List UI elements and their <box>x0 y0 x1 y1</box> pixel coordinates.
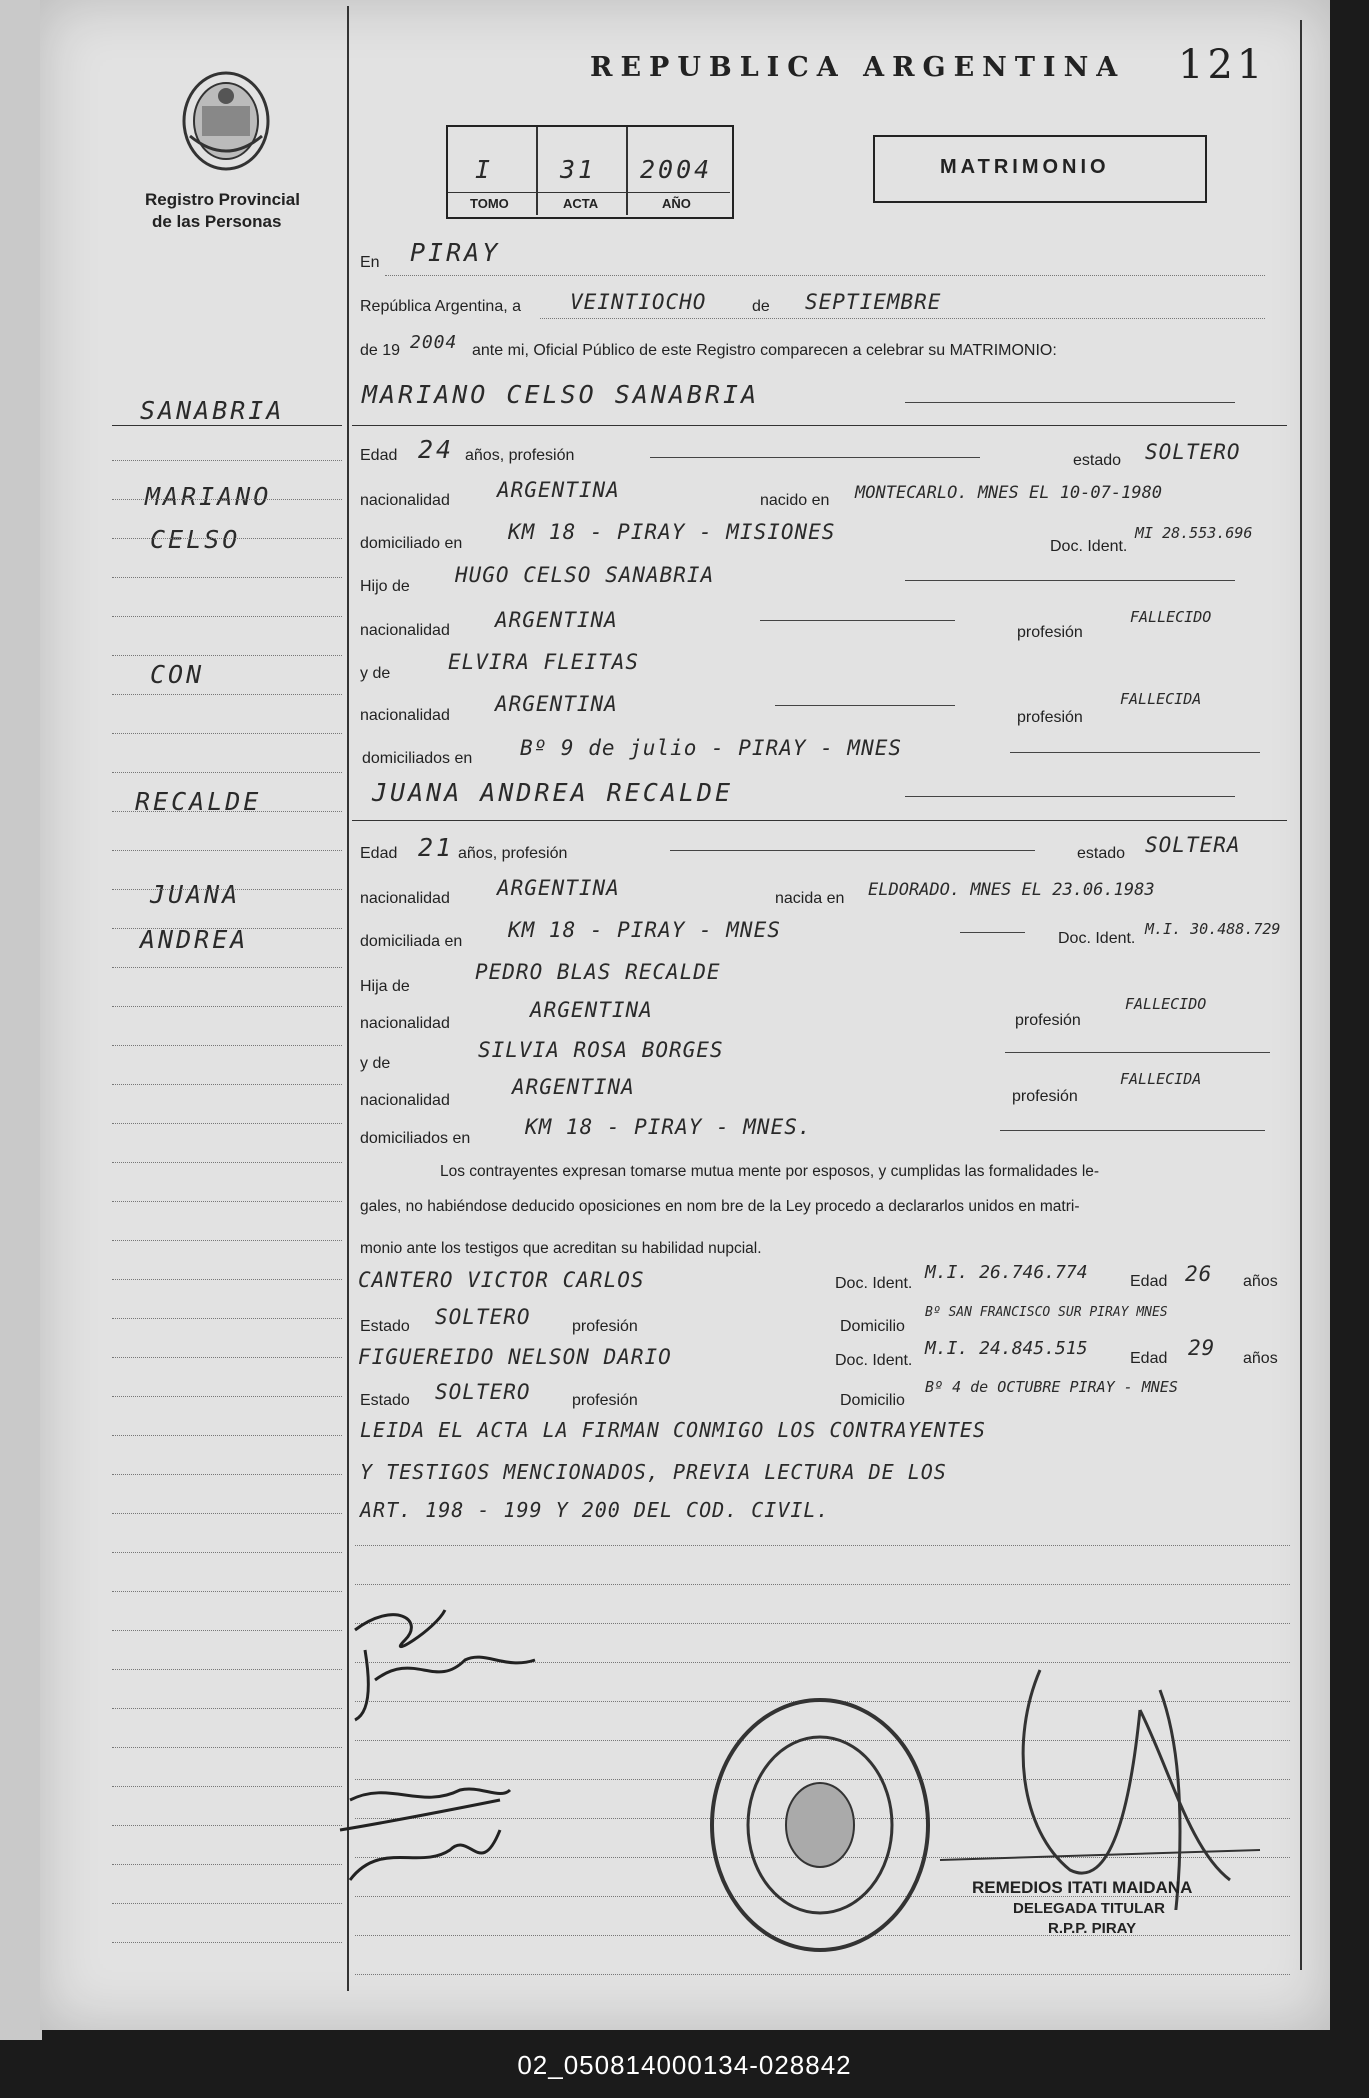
bride-birth: ELDORADO. MNES EL 23.06.1983 <box>868 880 1155 900</box>
margin-ruled-line <box>112 1942 342 1943</box>
bride-nac-label: nacionalidad <box>360 890 450 907</box>
bride-mother-prof: FALLECIDA <box>1120 1070 1202 1088</box>
witness1-doc-label: Doc. Ident. <box>835 1275 913 1292</box>
record-box-divider <box>536 127 538 215</box>
margin-ruled-line <box>112 1552 342 1553</box>
notes-line3: ART. 198 - 199 Y 200 DEL COD. CIVIL. <box>360 1498 830 1522</box>
margin-ruled-line <box>112 1006 342 1007</box>
right-border <box>1300 20 1302 1970</box>
page-number: 121 <box>1178 42 1267 88</box>
margin-ruled-line <box>112 460 342 461</box>
bride-edad-label: Edad <box>360 845 398 862</box>
intro-year: 2004 <box>410 332 458 353</box>
margin-ruled-line <box>112 1084 342 1085</box>
republica-label: República Argentina, a <box>360 298 521 315</box>
country-title: REPUBLICA ARGENTINA <box>590 52 1126 83</box>
en-label: En <box>360 254 380 271</box>
groom-hijo-label: Hijo de <box>360 578 410 595</box>
margin-ruled-line <box>112 1045 342 1046</box>
act-type: MATRIMONIO <box>940 156 1110 178</box>
groom-doc-label: Doc. Ident. <box>1050 538 1128 555</box>
margin-ruled-line <box>112 499 342 500</box>
intro-day: VEINTIOCHO <box>570 290 707 314</box>
officer-name: REMEDIOS ITATI MAIDANA <box>972 1878 1193 1897</box>
margin-ruled-line <box>112 1513 342 1514</box>
margin-ruled-line <box>112 1396 342 1397</box>
margin-ruled-line <box>112 1240 342 1241</box>
margin-ruled-line <box>112 1474 342 1475</box>
witness1-estado-label: Estado <box>360 1318 410 1335</box>
registry-name-line2: de las Personas <box>152 212 282 231</box>
declaration-line3: monio ante los testigos que acreditan su habilidad nupcial. <box>360 1240 762 1257</box>
witness1-age: 26 <box>1185 1262 1213 1286</box>
witness1-name: CANTERO VICTOR CARLOS <box>358 1268 645 1292</box>
body-ruled-line <box>355 1545 1290 1546</box>
witness-signatures <box>330 1770 570 1900</box>
filler-dash <box>905 580 1235 581</box>
declaration-line2: gales, no habiéndose deducido oposiciones en nom bre de la Ley procedo a declararlos unidos en matri- <box>360 1198 1080 1215</box>
bride-f-nac-label: nacionalidad <box>360 1015 450 1032</box>
filler-dash <box>1000 1130 1265 1131</box>
witness2-dom-label: Domicilio <box>840 1392 905 1409</box>
record-box-divider <box>626 127 628 215</box>
bride-m-nac-label: nacionalidad <box>360 1092 450 1109</box>
witness2-anos-label: años <box>1243 1350 1278 1367</box>
intro-month: SEPTIEMBRE <box>805 290 942 314</box>
groom-name: MARIANO CELSO SANABRIA <box>362 380 760 409</box>
intro-place: PIRAY <box>410 238 501 267</box>
groom-dom-label: domiciliado en <box>360 535 463 552</box>
coat-of-arms-icon <box>176 66 276 176</box>
body-ruled-line <box>355 1974 1290 1975</box>
margin-ruled-line <box>112 1864 342 1865</box>
margin-ruled-line <box>112 772 342 773</box>
margin-ruled-line <box>112 1123 342 1124</box>
margin-ruled-line <box>112 1786 342 1787</box>
groom-anos-label: años, profesión <box>465 447 575 464</box>
margin-ruled-line <box>112 811 342 812</box>
bride-doc-label: Doc. Ident. <box>1058 930 1136 947</box>
margin-ruled-line <box>112 928 342 929</box>
bride-mother-nat: ARGENTINA <box>512 1075 635 1099</box>
witness2-name: FIGUEREIDO NELSON DARIO <box>358 1345 672 1369</box>
notes-line1: LEIDA EL ACTA LA FIRMAN CONMIGO LOS CONTRAYENTES <box>360 1418 986 1442</box>
registry-name-line1: Registro Provincial <box>145 190 300 209</box>
groom-nationality: ARGENTINA <box>497 478 620 502</box>
margin-ruled-line <box>112 1669 342 1670</box>
margin-ruled-line <box>112 538 342 539</box>
margin-surname-groom: SANABRIA <box>140 396 285 425</box>
groom-father-prof: FALLECIDO <box>1130 608 1212 626</box>
bride-father-nat: ARGENTINA <box>530 998 653 1022</box>
witness1-dom-label: Domicilio <box>840 1318 905 1335</box>
witness2-domicile: Bº 4 de OCTUBRE PIRAY - MNES <box>925 1378 1178 1396</box>
witness2-estado: SOLTERO <box>435 1380 531 1404</box>
bride-father-prof: FALLECIDO <box>1125 995 1207 1013</box>
bride-f-prof-label: profesión <box>1015 1012 1081 1029</box>
section-rule <box>352 820 1287 821</box>
section-rule <box>352 425 1287 426</box>
groom-f-nac-label: nacionalidad <box>360 622 450 639</box>
witness2-estado-label: Estado <box>360 1392 410 1409</box>
groom-m-prof-label: profesión <box>1017 709 1083 726</box>
bride-age: 21 <box>418 833 455 862</box>
filler-dash <box>650 457 980 458</box>
witness1-edad-label: Edad <box>1130 1273 1168 1290</box>
tomo-label: TOMO <box>470 196 509 211</box>
margin-ruled-line <box>112 1630 342 1631</box>
witness2-edad-label: Edad <box>1130 1350 1168 1367</box>
groom-m-nac-label: nacionalidad <box>360 707 450 724</box>
margin-name-bride-1: JUANA <box>150 880 241 909</box>
bride-estado: SOLTERA <box>1145 833 1241 857</box>
bride-yde-label: y de <box>360 1055 391 1072</box>
margin-ruled-line <box>112 1357 342 1358</box>
margin-ruled-line <box>112 616 342 617</box>
groom-parents-dom: Bº 9 de julio - PIRAY - MNES <box>520 736 903 760</box>
filler-dash <box>960 932 1025 933</box>
officer-signature <box>930 1650 1280 1910</box>
filler-dash <box>1005 1052 1270 1053</box>
margin-ruled-line <box>112 1747 342 1748</box>
margin-rule <box>112 425 342 426</box>
groom-doms-label: domiciliados en <box>362 750 473 767</box>
bride-nacida-label: nacida en <box>775 890 845 907</box>
margin-ruled-line <box>112 577 342 578</box>
witness1-anos-label: años <box>1243 1273 1278 1290</box>
groom-nacido-label: nacido en <box>760 492 830 509</box>
bride-signature <box>335 1590 555 1730</box>
intro-de-label: de <box>752 298 770 315</box>
bride-domicile: KM 18 - PIRAY - MNES <box>508 918 781 942</box>
bride-father: PEDRO BLAS RECALDE <box>475 960 721 984</box>
record-box-rule <box>448 192 730 193</box>
margin-name-groom-2: CELSO <box>150 525 241 554</box>
de19-label: de 19 <box>360 342 401 359</box>
margin-ruled-line <box>112 1318 342 1319</box>
binding-strip <box>0 0 42 2040</box>
margin-name-bride-2: ANDREA <box>140 925 249 954</box>
bride-dom-label: domiciliada en <box>360 933 463 950</box>
margin-ruled-line <box>112 1591 342 1592</box>
margin-ruled-line <box>112 850 342 851</box>
bride-hija-label: Hija de <box>360 978 410 995</box>
bride-doc: M.I. 30.488.729 <box>1145 920 1281 938</box>
groom-yde-label: y de <box>360 665 391 682</box>
margin-ruled-line <box>112 967 342 968</box>
registry-stamp <box>705 1695 935 1955</box>
ano-label: AÑO <box>662 196 691 211</box>
filler-dash <box>670 850 1035 851</box>
witness2-doc-label: Doc. Ident. <box>835 1352 913 1369</box>
margin-ruled-line <box>112 1708 342 1709</box>
bride-parents-dom: KM 18 - PIRAY - MNES. <box>525 1115 812 1139</box>
ano-value: 2004 <box>640 155 713 184</box>
groom-estado-label: estado <box>1073 452 1122 469</box>
bride-anos-label: años, profesión <box>458 845 568 862</box>
filler-dash <box>905 402 1235 403</box>
groom-birth: MONTECARLO. MNES EL 10-07-1980 <box>855 483 1163 503</box>
filler-dash <box>775 705 955 706</box>
groom-domicile: KM 18 - PIRAY - MISIONES <box>508 520 836 544</box>
filler-dash <box>905 796 1235 797</box>
margin-ruled-line <box>112 1201 342 1202</box>
margin-ruled-line <box>112 1162 342 1163</box>
margin-ruled-line <box>112 1435 342 1436</box>
bride-m-prof-label: profesión <box>1012 1088 1078 1105</box>
bride-name: JUANA ANDREA RECALDE <box>372 778 734 807</box>
officer-office: R.P.P. PIRAY <box>1048 1920 1137 1937</box>
witness1-prof-label: profesión <box>572 1318 638 1335</box>
groom-nac-label: nacionalidad <box>360 492 450 509</box>
intro-rule <box>385 275 1265 276</box>
filler-dash <box>1010 752 1260 753</box>
acta-value: 31 <box>560 155 597 184</box>
margin-ruled-line <box>112 694 342 695</box>
margin-ruled-line <box>112 1279 342 1280</box>
witness1-domicile: Bº SAN FRANCISCO SUR PIRAY MNES <box>925 1305 1168 1320</box>
margin-ruled-line <box>112 655 342 656</box>
groom-f-prof-label: profesión <box>1017 624 1083 641</box>
declaration-line1: Los contrayentes expresan tomarse mutua mente por esposos, y cumplidas las formalidades le- <box>440 1163 1100 1180</box>
document-code: 02_050814000134-028842 <box>517 2050 852 2080</box>
bride-doms-label: domiciliados en <box>360 1130 471 1147</box>
tomo-value: I <box>475 155 494 184</box>
intro-rule <box>540 318 1265 319</box>
margin-ruled-line <box>112 1903 342 1904</box>
margin-ruled-line <box>112 733 342 734</box>
groom-mother-nat: ARGENTINA <box>495 692 618 716</box>
bride-mother: SILVIA ROSA BORGES <box>478 1038 724 1062</box>
witness1-estado: SOLTERO <box>435 1305 531 1329</box>
groom-doc: MI 28.553.696 <box>1135 524 1253 542</box>
witness2-doc: M.I. 24.845.515 <box>925 1338 1088 1359</box>
bride-nationality: ARGENTINA <box>497 876 620 900</box>
groom-father-nat: ARGENTINA <box>495 608 618 632</box>
bride-estado-label: estado <box>1077 845 1126 862</box>
filler-dash <box>760 620 955 621</box>
witness2-age: 29 <box>1188 1336 1216 1360</box>
margin-ruled-line <box>112 889 342 890</box>
witness1-doc: M.I. 26.746.774 <box>925 1262 1088 1283</box>
witness2-prof-label: profesión <box>572 1392 638 1409</box>
margin-surname-bride: RECALDE <box>135 787 262 816</box>
ante-text: ante mi, Oficial Público de este Registro comparecen a celebrar su MATRIMONIO: <box>472 342 1057 359</box>
margin-ruled-line <box>112 1825 342 1826</box>
notes-line2: Y TESTIGOS MENCIONADOS, PREVIA LECTURA DE LOS <box>360 1460 947 1484</box>
groom-father: HUGO CELSO SANABRIA <box>455 563 715 587</box>
margin-con: CON <box>150 660 205 689</box>
groom-estado: SOLTERO <box>1145 440 1241 464</box>
groom-mother: ELVIRA FLEITAS <box>448 650 640 674</box>
groom-age: 24 <box>418 435 455 464</box>
body-ruled-line <box>355 1584 1290 1585</box>
groom-edad-label: Edad <box>360 447 398 464</box>
groom-mother-prof: FALLECIDA <box>1120 690 1202 708</box>
acta-label: ACTA <box>563 196 599 211</box>
officer-role: DELEGADA TITULAR <box>1013 1900 1165 1917</box>
margin-name-groom-1: MARIANO <box>145 482 272 511</box>
